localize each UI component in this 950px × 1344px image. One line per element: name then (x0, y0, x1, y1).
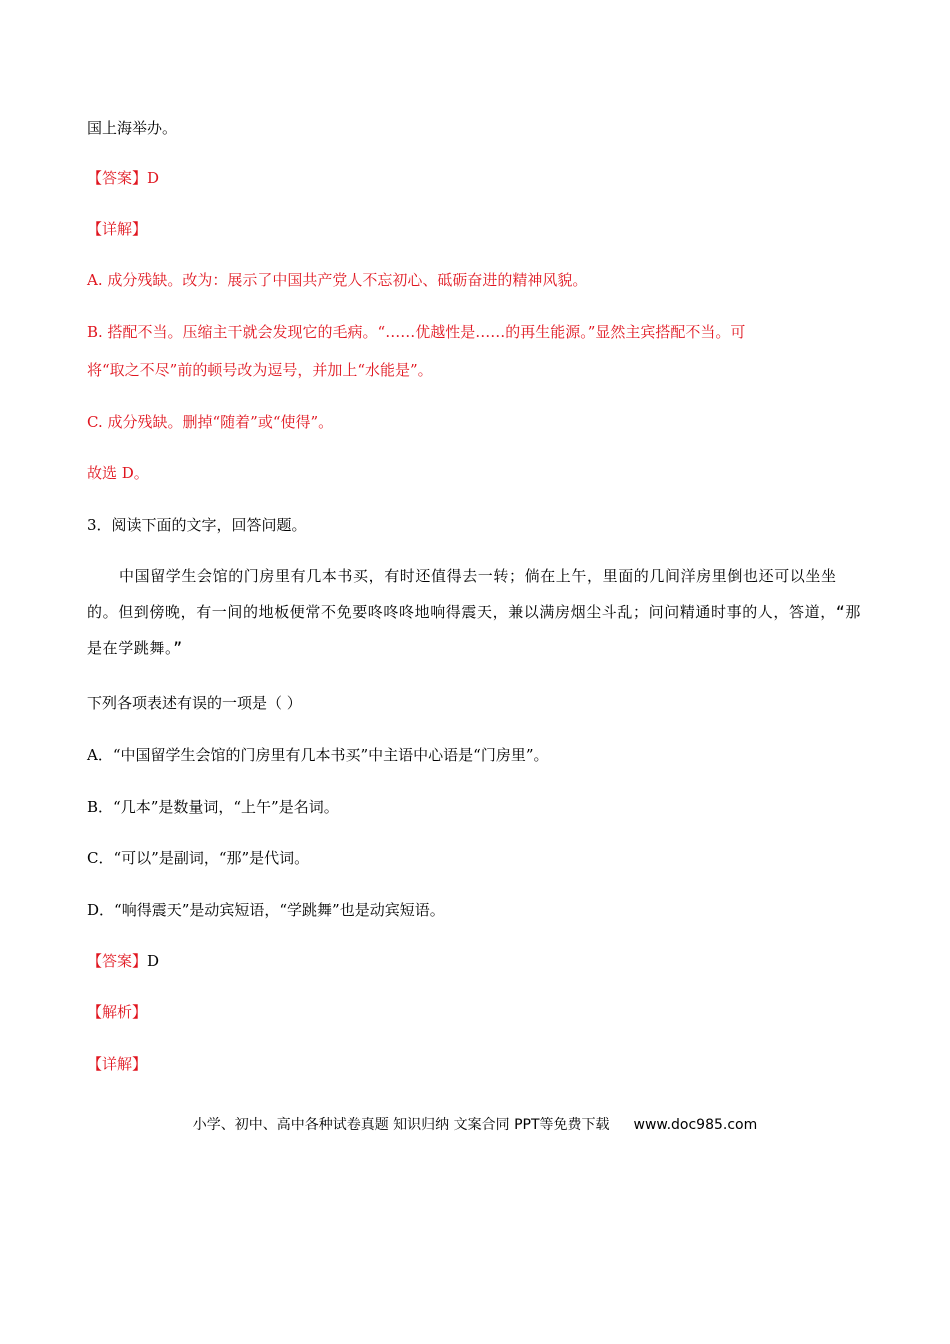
question-prompt: 下列各项表述有误的一项是（ ） (87, 694, 302, 712)
explanation-a: A. 成分残缺。改为：展示了中国共产党人不忘初心、砥砺奋进的精神风貌。 (87, 271, 588, 289)
answer-line-1 (87, 168, 159, 188)
page-footer (0, 1115, 950, 1135)
answer-line-2 (87, 951, 159, 971)
explanation-b-line-2: 将“取之不尽”前的顿号改为逗号，并加上“水能是”。 (87, 361, 433, 379)
option-d: D．“响得震天”是动宾短语，“学跳舞”也是动宾短语。 (87, 901, 445, 919)
answer-value: D (147, 169, 160, 187)
conclusion: 故选 D。 (87, 464, 149, 482)
reading-passage: 中国留学生会馆的门房里有几本书买，有时还值得去一转；倘在上午，里面的几间洋房里倒也还可以坐坐的。但到傍晚，有一间的地板便常不免要咚咚咚地响得震天，兼以满房烟尘斗乱；问问精通时事的人，答道，“那是在学跳舞。” (87, 567, 862, 657)
answer-value: D (147, 952, 160, 970)
option-a: A．“中国留学生会馆的门房里有几本书买”中主语中心语是“门房里”。 (87, 746, 549, 764)
detail-tag-2: 【详解】 (87, 1055, 148, 1073)
answer-tag: 【答案】 (87, 169, 148, 187)
footer-url[interactable]: www.doc985.com (633, 1117, 758, 1133)
option-b: B．“几本”是数量词，“上午”是名词。 (87, 798, 339, 816)
option-c: C．“可以”是副词，“那”是代词。 (87, 849, 310, 867)
analysis-tag: 【解析】 (87, 1003, 148, 1021)
explanation-b-line-1: B. 搭配不当。压缩主干就会发现它的毛病。“……优越性是……的再生能源。”显然主宾搭配不当。可 (87, 323, 746, 341)
previous-text-tail: 国上海举办。 (87, 119, 178, 137)
answer-tag: 【答案】 (87, 952, 148, 970)
question-3-stem: 3．阅读下面的文字，回答问题。 (87, 516, 307, 534)
detail-tag-1: 【详解】 (87, 220, 148, 238)
footer-text: 小学、初中、高中各种试卷真题 知识归纳 文案合同 PPT等免费下载 (192, 1117, 610, 1133)
explanation-c: C. 成分残缺。删掉“随着”或“使得”。 (87, 413, 334, 431)
